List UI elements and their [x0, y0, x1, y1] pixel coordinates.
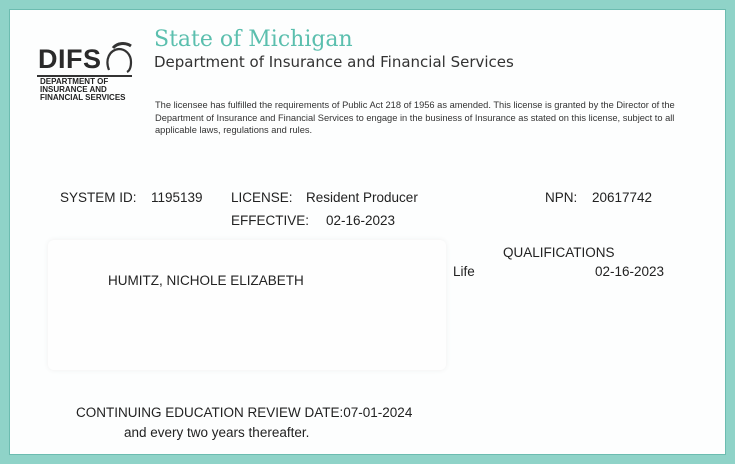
licensee-name: HUMITZ, NICHOLE ELIZABETH — [108, 273, 304, 288]
difs-logo: DIFS — [38, 44, 102, 74]
qualification-name: Life — [453, 264, 475, 279]
logo-subtitle-line: INSURANCE AND — [40, 85, 107, 94]
license-statement: The licensee has fulfilled the requirements of Public Act 218 of 1956 as amended. This license is granted by the Director of the Department of Insurance and Financial Services to engage in the business of Insurance as stated on this license, subject to all applicable laws, regulations and rules. — [155, 100, 675, 135]
department-title: Department of Insurance and Financial Services — [154, 53, 514, 71]
qualifications-heading: QUALIFICATIONS — [503, 245, 615, 260]
logo-subtitle-line: FINANCIAL SERVICES — [40, 93, 126, 102]
ce-review — [76, 405, 412, 420]
qualification-date: 02-16-2023 — [595, 264, 665, 279]
system-id-label: SYSTEM ID: — [60, 190, 137, 205]
npn-label: NPN: — [545, 190, 578, 205]
michigan-logo-icon — [103, 40, 135, 74]
ce-review-label: CONTINUING EDUCATION REVIEW DATE: — [76, 405, 344, 420]
name-panel — [48, 240, 446, 370]
state-title: State of Michigan — [154, 27, 353, 52]
system-id-value: 1195139 — [151, 190, 203, 205]
logo-subtitle — [40, 78, 126, 102]
ce-note: and every two years thereafter. — [124, 425, 310, 440]
effective-date: 02-16-2023 — [326, 213, 396, 228]
ce-review-date: 07-01-2024 — [343, 405, 413, 420]
npn-value: 20617742 — [592, 190, 653, 205]
logo-subtitle-line: DEPARTMENT OF — [40, 77, 109, 86]
license-type: Resident Producer — [306, 190, 418, 205]
license-label: LICENSE: — [231, 190, 293, 205]
effective-label: EFFECTIVE: — [231, 213, 310, 228]
